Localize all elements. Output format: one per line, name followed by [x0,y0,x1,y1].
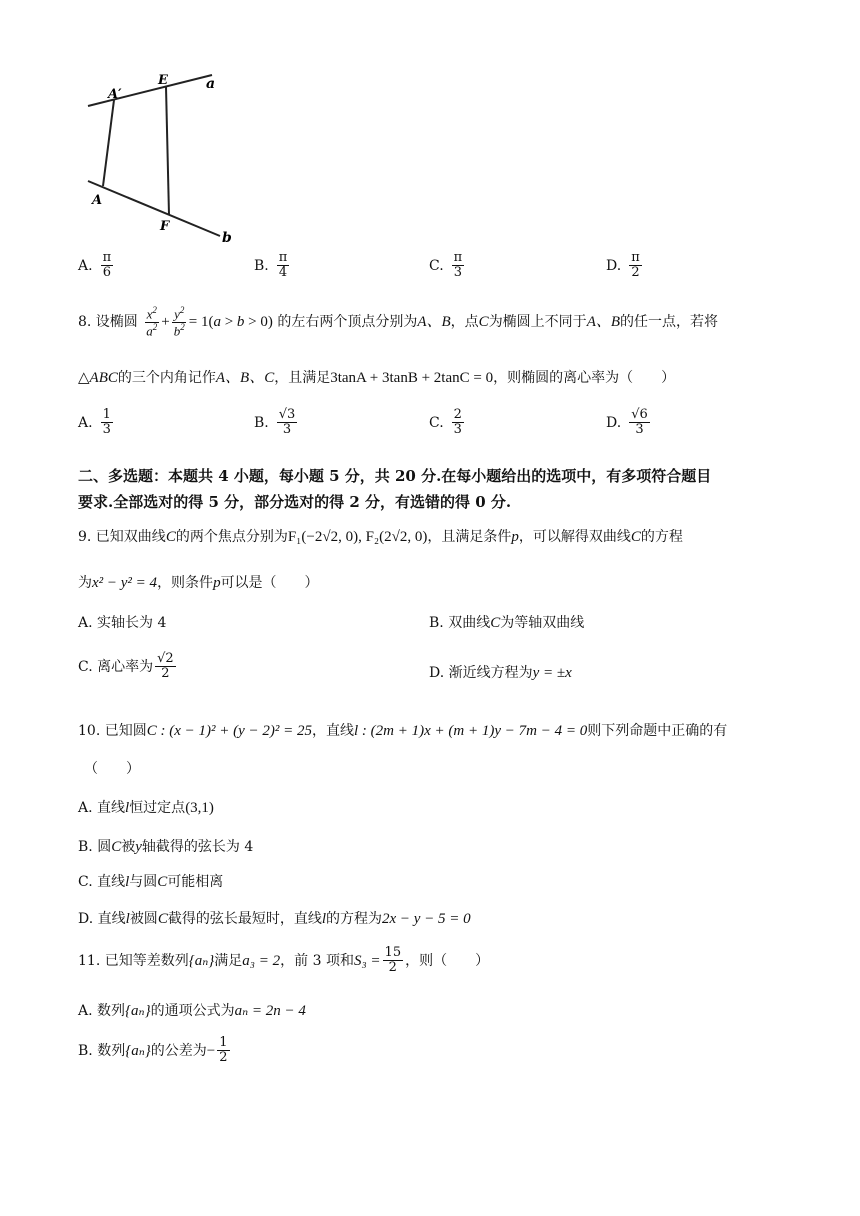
q11-option-b[interactable]: B. 数列{aₙ}的公差为− $\frac{1}{2}$ [78,1035,228,1066]
q9-stem-line1: 9. 已知双曲线C的两个焦点分别为F₁(−2√2, 0), F₂(2√2, 0)，且满足条件p，可以解得双曲线C的方程 [78,529,683,545]
segment-e-f [166,87,169,215]
section-heading-line1: 二、多选题：本题共 4 小题，每小题 5 分，共 20 分.在每小题给出的选项中，有多项符合题目 [78,467,712,485]
q8-option-a[interactable]: A. $\frac{1}{3}$ [78,407,111,438]
line-b [88,181,220,236]
q9-option-c[interactable]: C. 离心率为 $\frac{√2}{2}$ [78,651,174,682]
q8-option-d[interactable]: D. $\frac{√6}{3}$ [606,407,648,438]
q10-stem-line1: 10. 已知圆C : (x − 1)² + (y − 2)² = 25，直线l : (2m + 1)x + (m + 1)y − 7m − 4 = 0则下列命题中正确的有 [78,723,728,739]
line-a [88,75,212,106]
q10-option-a[interactable]: A. 直线l恒过定点(3,1) [78,800,214,816]
q7-option-c[interactable]: C. $\frac{\pi}{3}$ [429,250,463,281]
label-e: E [158,73,168,88]
q7-option-a[interactable]: A. $\frac{\pi}{6}$ [78,250,112,281]
label-a: a [206,76,216,92]
label-b: b [222,230,232,246]
q8-stem-line1: 8. 设椭圆 $\frac{x^2}{a^2}$ + $\frac{y^2}{b^2}$ = 1(a > b > 0) 的左右两个顶点分别为A、B，点C为椭圆上不同于A、B的任一点，若将 [78,305,719,338]
section-heading-line2: 要求.全部选对的得 5 分，部分选对的得 2 分，有选错的得 0 分. [78,493,512,511]
q7-option-b[interactable]: B. $\frac{\pi}{4}$ [254,250,288,281]
q8-ellipse-x-term: $\frac{x^2}{a^2}$ [146,305,158,338]
q10-option-b[interactable]: B. 圆C被y轴截得的弦长为 4 [78,839,254,855]
q7-option-d[interactable]: D. $\frac{\pi}{2}$ [606,250,640,281]
q11-stem: 11. 已知等差数列{aₙ}满足a₃ = 2，前 3 项和S₃ = $\frac{15}{2}$ ，则（ ） [78,945,490,976]
q8-option-c[interactable]: C. $\frac{2}{3}$ [429,407,462,438]
q10-option-c[interactable]: C. 直线l与圆C可能相离 [78,874,224,890]
q8-ellipse-y-term: $\frac{y^2}{b^2}$ [173,305,185,338]
q9-option-a[interactable]: A. 实轴长为 4 [78,615,167,631]
label-f: F [160,219,170,234]
q8-option-b[interactable]: B. $\frac{√3}{3}$ [254,407,296,438]
q10-stem-line2: （ ） [84,761,140,777]
q8-stem-line2: △ABC的三个内角记作A、B、C，且满足3tanA + 3tanB + 2tanC = 0，则椭圆的离心率为（ ） [78,370,676,386]
label-A: A [92,193,103,208]
q9-option-b[interactable]: B. 双曲线C为等轴双曲线 [429,615,585,631]
q9-option-d[interactable]: D. 渐近线方程为y = ±x [429,665,572,681]
segment-a-prime-a [103,100,114,186]
q9-stem-line2: 为x² − y² = 4，则条件p可以是（ ） [78,575,319,591]
geometry-figure [72,58,252,254]
label-a-prime: A′ [108,87,122,102]
q11-option-a[interactable]: A. 数列{aₙ}的通项公式为aₙ = 2n − 4 [78,1003,306,1019]
q10-option-d[interactable]: D. 直线l被圆C截得的弦长最短时，直线l的方程为2x − y − 5 = 0 [78,911,471,927]
